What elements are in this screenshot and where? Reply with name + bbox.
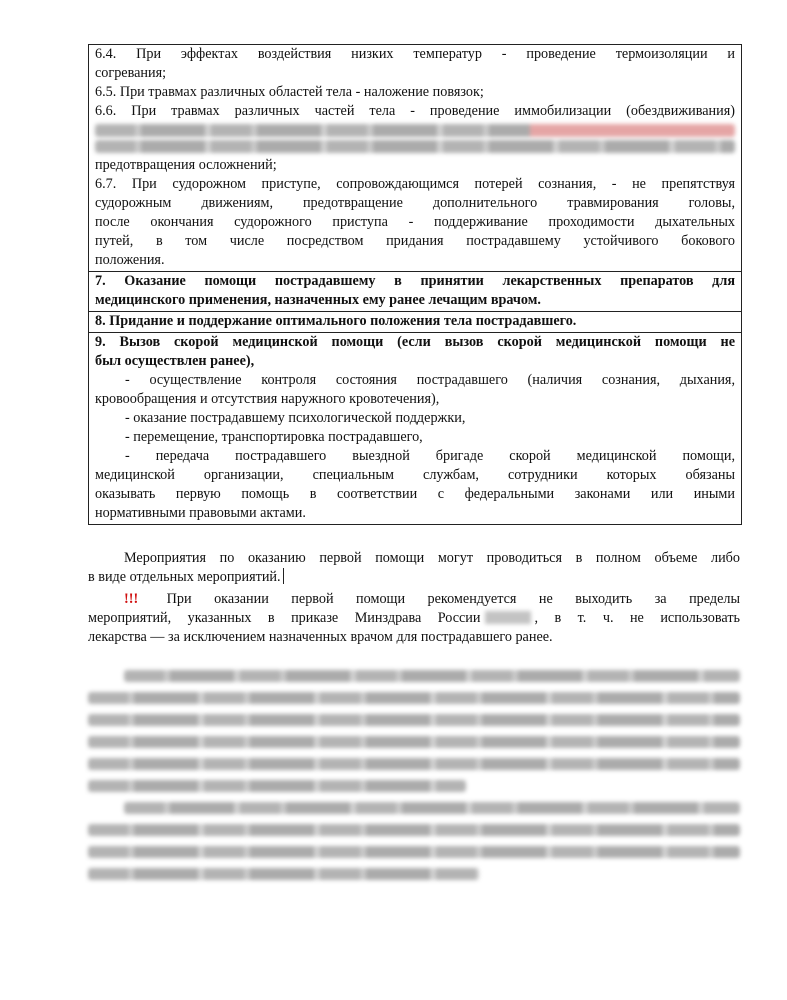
table-cell-measure-7: [89, 271, 741, 311]
blurred-redacted-text: [88, 868, 479, 880]
blurred-redacted-text: [88, 846, 740, 858]
text-line: 8. Придание и поддержание оптимального положения тела пострадавшего.: [95, 313, 577, 329]
text-span: в виде отдельных мероприятий.: [88, 569, 281, 585]
text-line: Мероприятия по оказанию первой помощи могут проводиться в полном объеме либо: [124, 550, 740, 566]
blurred-paragraph-2: [88, 802, 740, 890]
text-line: 7. Оказание помощи пострадавшему в принятии лекарственных препаратов для: [95, 273, 735, 289]
text-line: оказывать первую помощь в соответствии с федеральными законами или иными: [95, 486, 735, 502]
blurred-redacted-text: [124, 670, 740, 682]
blurred-paragraph-1: [88, 670, 740, 802]
text-line: судорожным движениям, предотвращение дополнительного травмирования головы,: [95, 195, 735, 211]
table-cell-measure-9: [89, 332, 741, 524]
text-line: - перемещение, транспортировка пострадавшего,: [125, 429, 423, 445]
text-line: предотвращения осложнений;: [95, 157, 277, 173]
text-line: нормативными правовыми актами.: [95, 505, 306, 521]
blurred-redacted-text: [124, 802, 740, 814]
text-line: медицинского применения, назначенных ему ранее лечащим врачом.: [95, 292, 541, 308]
text-cursor: [283, 568, 284, 584]
blurred-redacted-text: [88, 692, 740, 704]
blurred-redacted-text: [88, 736, 740, 748]
text-line: [88, 609, 740, 628]
text-line: 6.4. При эффектах воздействия низких температур - проведение термоизоляции и: [95, 46, 735, 62]
text-line: положения.: [95, 252, 165, 268]
blurred-redacted-text: [88, 758, 740, 770]
text-line: был осуществлен ранее),: [95, 353, 255, 369]
text-line: 6.6. При травмах различных частей тела - проведение иммобилизации (обездвиживания): [95, 103, 735, 119]
text-span: При оказании первой помощи рекомендуется не выходить за пределы: [166, 591, 740, 607]
blurred-redacted-text: [88, 824, 740, 836]
text-line: лекарства — за исключением назначенных врачом для пострадавшего ранее.: [88, 629, 553, 645]
text-span: мероприятий, указанных в приказе Минздрава России: [88, 610, 481, 626]
text-line: согревания;: [95, 65, 167, 81]
text-span: , в т. ч. не использовать: [534, 610, 740, 626]
text-line: 6.7. При судорожном приступе, сопровождающимся потерей сознания, - не препятствуя: [95, 176, 735, 192]
text-line: путей, в том числе посредством придания пострадавшему устойчивого бокового: [95, 233, 735, 249]
text-line: 9. Вызов скорой медицинской помощи (если вызов скорой медицинской помощи не: [95, 334, 735, 350]
text-line: - передача пострадавшего выездной бригаде скорой медицинской помощи,: [125, 448, 735, 464]
text-line: [88, 568, 740, 587]
text-line: медицинской организации, специальным службам, сотрудники которых обязаны: [95, 467, 735, 483]
blurred-redacted-text: [95, 140, 735, 153]
text-line: кровообращения и отсутствия наружного кровотечения),: [95, 391, 440, 407]
paragraph-warning: [88, 590, 740, 647]
table-cell-measure-8: [89, 311, 741, 332]
warning-mark: !!!: [124, 591, 139, 607]
text-line: после окончания судорожного приступа - поддерживание проходимости дыхательных: [95, 214, 735, 230]
first-aid-measures-table: [88, 44, 742, 525]
blurred-redacted-text: [95, 124, 735, 137]
text-line: - оказание пострадавшему психологической поддержки,: [125, 410, 466, 426]
text-line: 6.5. При травмах различных областей тела - наложение повязок;: [95, 84, 484, 100]
blurred-redacted-text: [485, 611, 531, 624]
paragraph-first-aid-scope: [88, 549, 740, 587]
text-line: - осуществление контроля состояния пострадавшего (наличия сознания, дыхания,: [125, 372, 735, 388]
blurred-redacted-text: [88, 780, 466, 792]
text-line: [88, 590, 740, 609]
table-cell-measures-6: [89, 45, 741, 271]
blurred-redacted-text: [88, 714, 740, 726]
